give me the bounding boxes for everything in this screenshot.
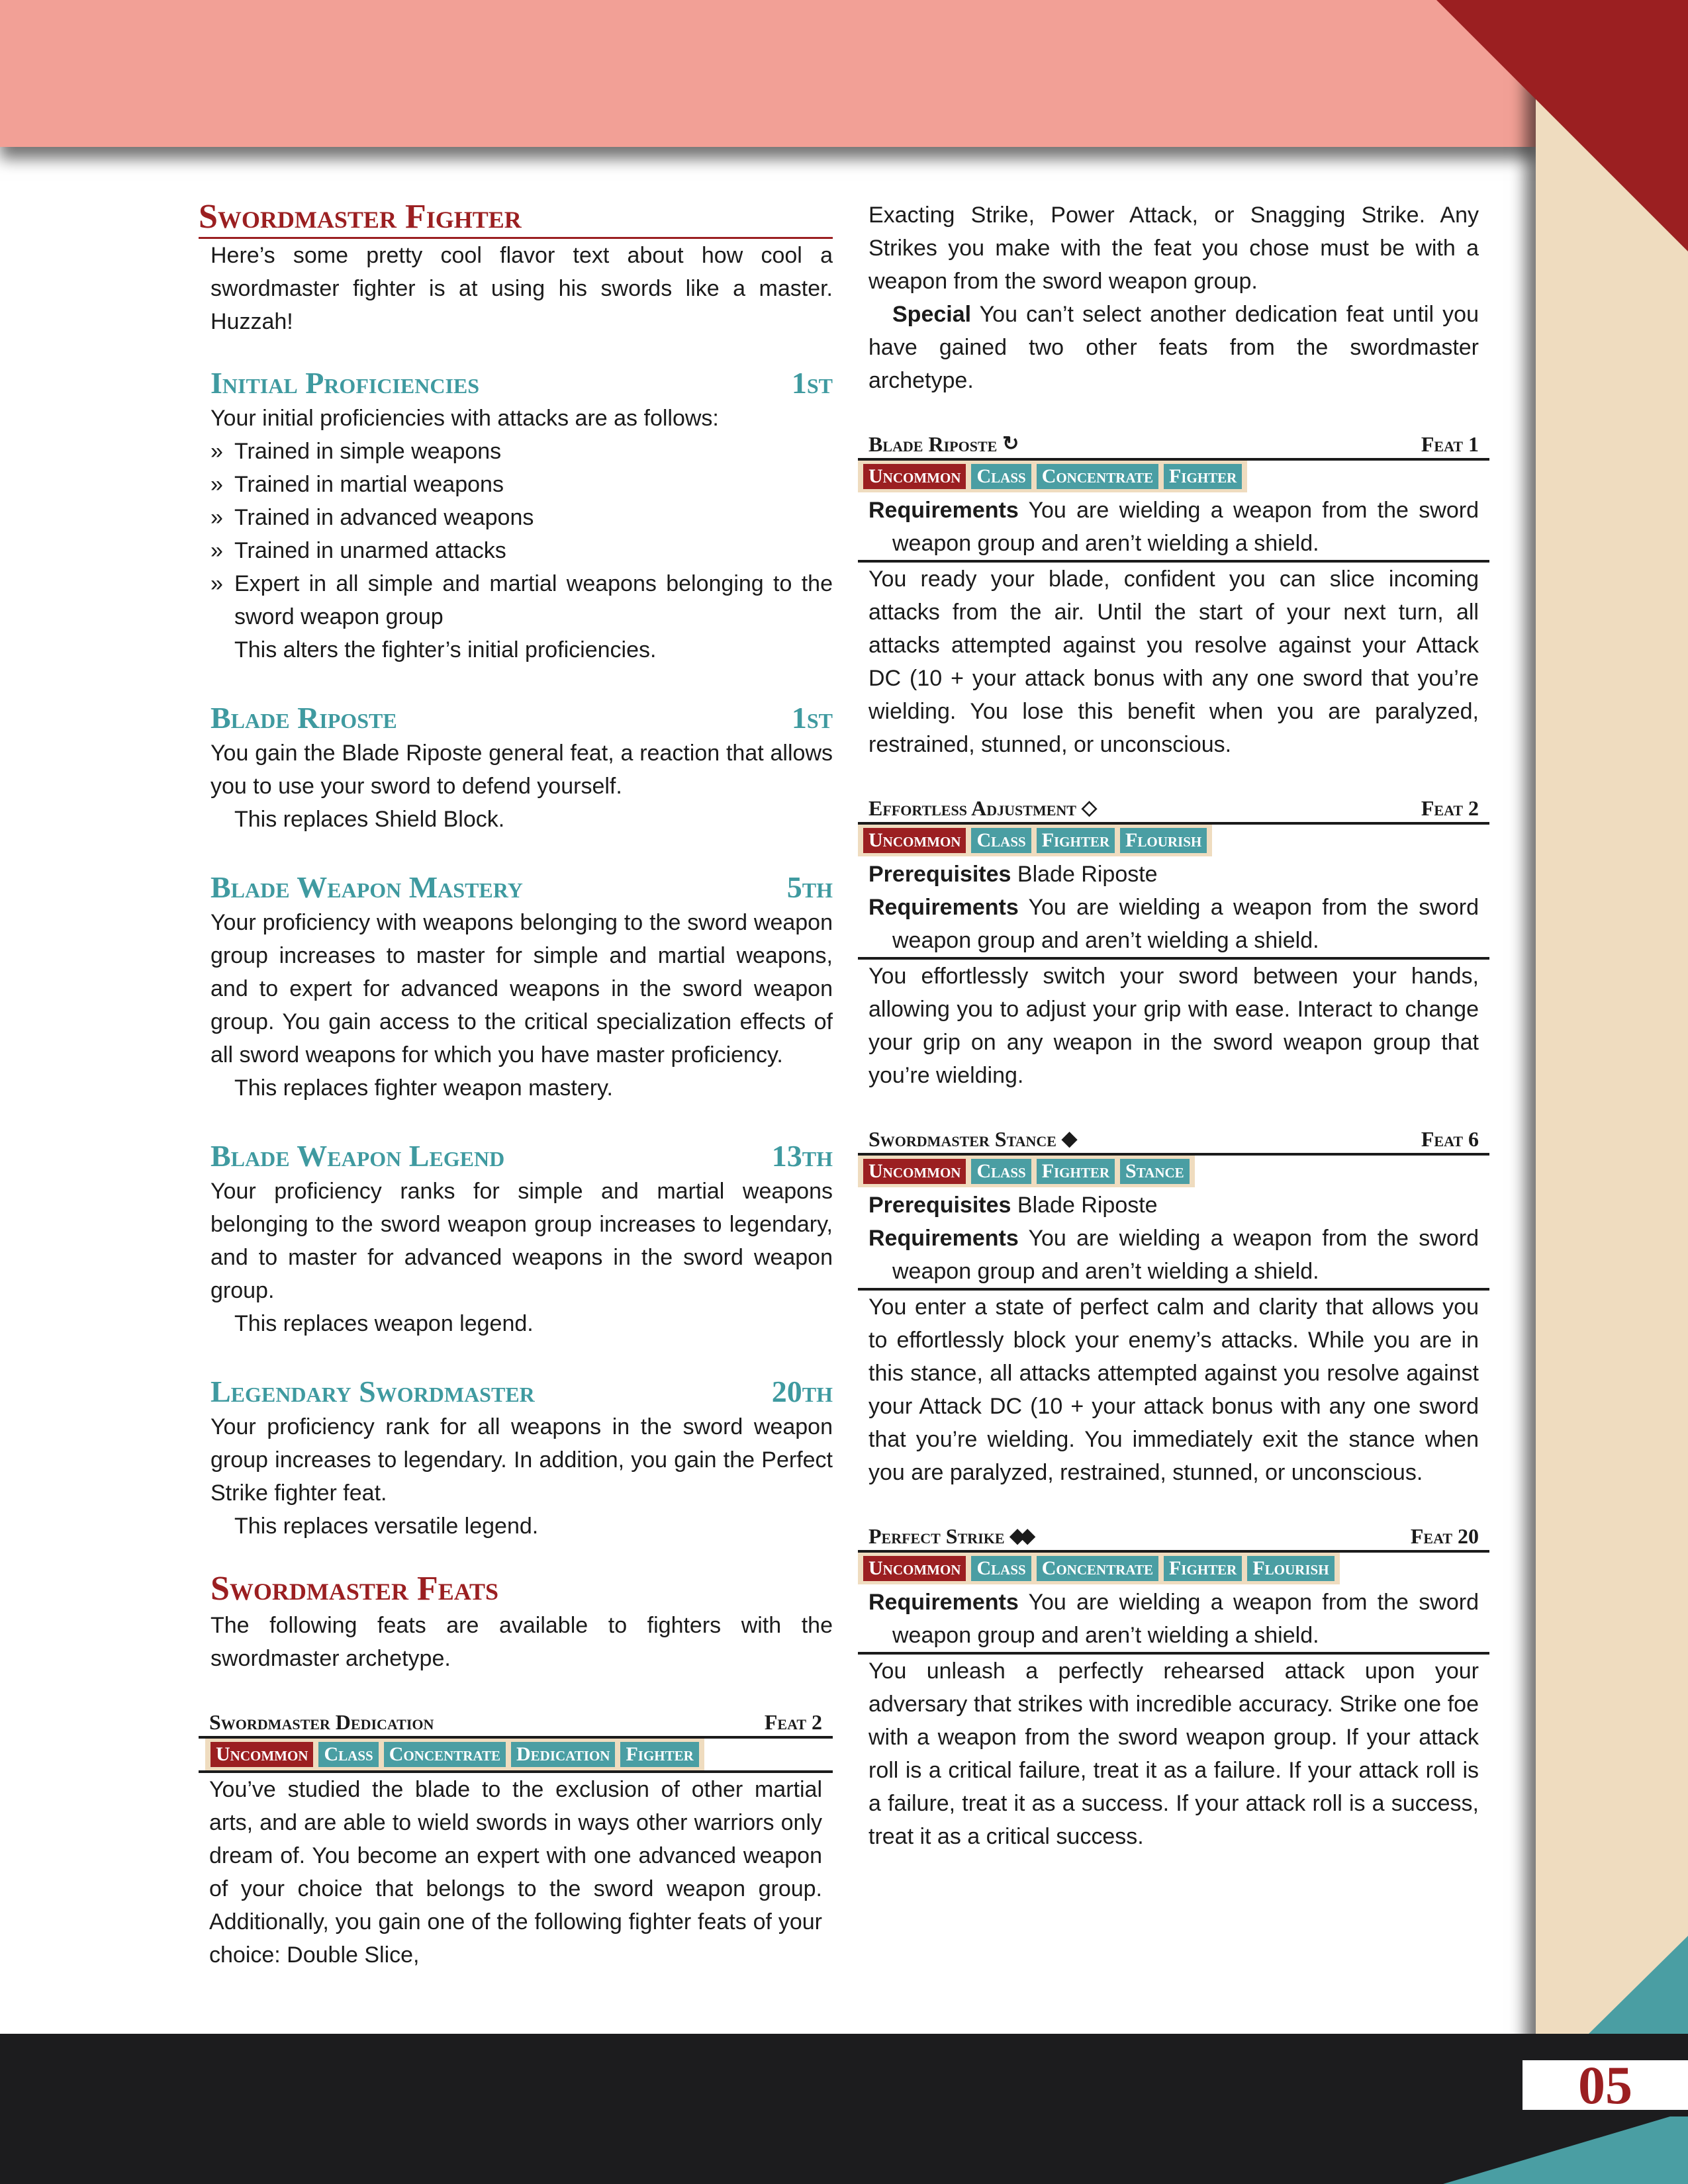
trait-tag: Fighter (1164, 464, 1242, 489)
section-title: Swordmaster Fighter (199, 197, 833, 239)
feature-heading: Legendary Swordmaster 20th (211, 1375, 833, 1408)
trait-tag: Dedication (511, 1742, 615, 1767)
two-action-icon: ◆◆ (1009, 1525, 1030, 1547)
list-item: » Trained in simple weapons (211, 435, 833, 468)
feat-level: Feat 2 (764, 1710, 822, 1734)
feature-heading: Blade Weapon Mastery 5th (211, 870, 833, 904)
continued-text: Exacting Strike, Power Attack, or Snagging Strike. Any Strikes you make with the feat you chose must be with a weapon from the sword weapon group. (868, 203, 1479, 294)
feat-level: Feat 6 (1421, 1127, 1479, 1151)
trait-tag: Concentrate (384, 1742, 506, 1767)
list-item: » Trained in advanced weapons (211, 501, 833, 534)
feat-level: Feat 2 (1421, 796, 1479, 820)
feature-heading: Blade Riposte 1st (211, 701, 833, 735)
one-action-icon: ◆ (1061, 1128, 1072, 1150)
trait-tag: Class (971, 828, 1031, 853)
special-text: You can’t select another dedication feat until you have gained two other feats from the swordmaster archetype. (868, 302, 1479, 393)
feat-body: You unleash a perfectly rehearsed attack upon your adversary that strikes with incredible accuracy. Strike one foe with a weapon from the sword weapon group. If your attack roll is a critical failure, treat it as a failure. If your attack roll is a failure, treat it as a success. If your attack roll is a success, treat it as a critical success. (868, 1659, 1479, 1849)
feat-body: You enter a state of perfect calm and clarity that allows you to effortlessly block your enemy’s attacks. While you are in this stance, all attacks attempted against you resolve against your Attack DC (10 + your attack bonus with any one sword that you’re wielding. You immediately exit the stance when you are paralyzed, restrained, stunned, or unconscious. (868, 1295, 1479, 1485)
trait-tag: Fighter (1037, 1159, 1115, 1184)
feat-prerequisites: Prerequisites Blade Riposte (868, 862, 1158, 887)
trait-tag: Class (318, 1742, 378, 1767)
trait-tag: Concentrate (1037, 464, 1158, 489)
feat-requirements: Requirements You are wielding a weapon from the sword weapon group and aren’t wielding a shield. (858, 1222, 1489, 1291)
feat-prerequisites: Prerequisites Blade Riposte (868, 1193, 1158, 1218)
feat-body: You’ve studied the blade to the exclusion of other martial arts, and are able to wield swords in ways other warriors only dream of. You become an expert with one advanced weapon of your choice that belongs to the sword weapon group. Additionally, you gain one of the following fighter feats of your choice: Double Slice, (209, 1777, 822, 1968)
feature-note: This alters the fighter’s initial proficiencies. (234, 637, 657, 662)
list-item: » Expert in all simple and martial weapons belonging to the sword weapon group (211, 567, 833, 633)
reaction-icon: ↻ (1002, 433, 1014, 455)
trait-tag: Class (971, 1159, 1031, 1184)
trait-tag: Stance (1120, 1159, 1190, 1184)
special-label: Special (892, 302, 972, 327)
trait-tag: Fighter (1164, 1556, 1242, 1581)
feature-text: Your initial proficiencies with attacks are as follows: (211, 406, 719, 431)
feat-requirements: Requirements You are wielding a weapon from the sword weapon group and aren’t wielding a shield. (858, 891, 1489, 960)
feat-name: Blade Riposte (868, 432, 998, 456)
list-item: » Trained in unarmed attacks (211, 534, 833, 567)
feature-note: This replaces weapon legend. (234, 1311, 534, 1336)
feature-note: This replaces fighter weapon mastery. (234, 1075, 613, 1101)
feats-heading: Swordmaster Feats (211, 1570, 499, 1608)
feat-name: Swordmaster Stance (868, 1127, 1056, 1151)
free-action-icon: ◇ (1081, 797, 1092, 819)
trait-tag: Class (971, 1556, 1031, 1581)
trait-tag: Uncommon (863, 464, 966, 489)
page-number: 05 (1516, 2054, 1688, 2116)
trait-tag: Uncommon (211, 1742, 313, 1767)
feat-name: Perfect Strike (868, 1524, 1005, 1548)
trait-tag: Uncommon (863, 1556, 966, 1581)
trait-tag: Concentrate (1037, 1556, 1158, 1581)
trait-tag: Fighter (1037, 828, 1115, 853)
feature-heading: Blade Weapon Legend 13th (211, 1139, 833, 1173)
feature-heading: Initial Proficiencies 1st (211, 366, 833, 400)
trait-tag: Fighter (620, 1742, 698, 1767)
trait-tag: Flourish (1247, 1556, 1334, 1581)
trait-tag: Uncommon (863, 1159, 966, 1184)
feat-level: Feat 20 (1410, 1524, 1479, 1548)
trait-tag: Flourish (1120, 828, 1207, 853)
feat-name: Swordmaster Dedication (209, 1710, 434, 1734)
feat-level: Feat 1 (1421, 432, 1479, 456)
feat-body: You effortlessly switch your sword between your hands, allowing you to adjust your grip with ease. Interact to change your grip on any weapon in the sword weapon group that you’re wielding. (868, 964, 1479, 1088)
intro-text: Here’s some pretty cool flavor text about how cool a swordmaster fighter is at using his swords like a master. Huzzah! (211, 243, 833, 334)
list-item: » Trained in martial weapons (211, 468, 833, 501)
feature-text: You gain the Blade Riposte general feat, a reaction that allows you to use your sword to defend yourself. (211, 741, 833, 799)
feature-note: This replaces Shield Block. (234, 807, 505, 832)
feat-requirements: Requirements You are wielding a weapon from the sword weapon group and aren’t wielding a shield. (858, 494, 1489, 563)
feature-text: Your proficiency rank for all weapons in the sword weapon group increases to legendary. In addition, you gain the Perfect Strike fighter feat. (211, 1414, 833, 1506)
feature-text: Your proficiency ranks for simple and martial weapons belonging to the sword weapon group increases to legendary, and to master for advanced weapons in the sword weapon group. (211, 1179, 833, 1303)
feat-requirements: Requirements You are wielding a weapon from the sword weapon group and aren’t wielding a shield. (858, 1586, 1489, 1655)
trait-tag: Class (971, 464, 1031, 489)
trait-tag: Uncommon (863, 828, 966, 853)
feat-body: You ready your blade, confident you can slice incoming attacks from the air. Until the start of your next turn, all attacks attempted against you resolve against your Attack DC (10 + your attack bonus with any one sword that you’re wielding. You lose this benefit when you are paralyzed, restrained, stunned, or unconscious. (868, 567, 1479, 757)
feats-intro: The following feats are available to fighters with the swordmaster archetype. (211, 1613, 833, 1671)
feat-name: Effortless Adjustment (868, 796, 1076, 820)
feature-text: Your proficiency with weapons belonging to the sword weapon group increases to master for simple and martial weapons, and to expert for advanced weapons in the sword weapon group. You gain access to the critical specialization effects of all sword weapons for which you have master proficiency. (211, 910, 833, 1068)
feature-note: This replaces versatile legend. (234, 1514, 539, 1539)
